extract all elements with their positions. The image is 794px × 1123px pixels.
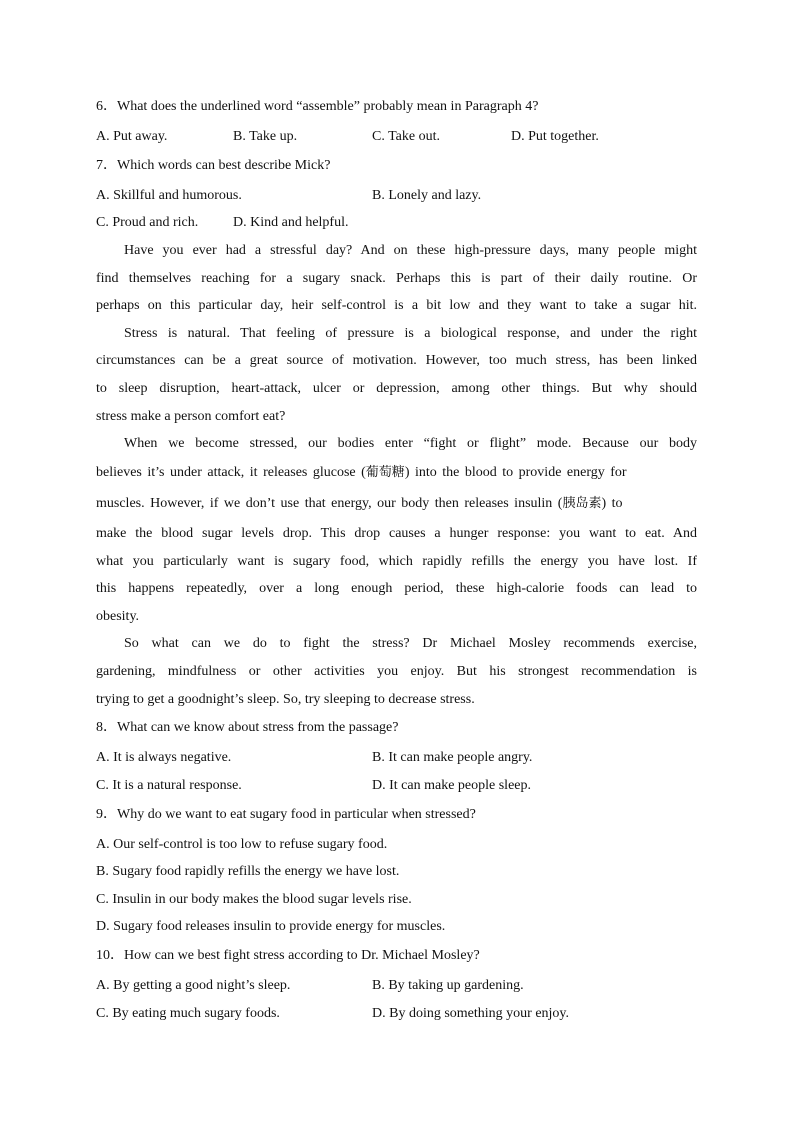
question-8-option-d: D. It can make people sleep.: [372, 778, 531, 793]
question-10-option-d: D. By doing something your enjoy.: [372, 1006, 570, 1021]
question-8-stem: 8．What can we know about stress from the passage?: [96, 720, 399, 735]
question-10-option-b: B. By taking up gardening.: [372, 978, 524, 993]
insulin-chinese-gloss: 胰岛素: [562, 496, 602, 511]
passage-p2-line-4: stress make a person comfort eat?: [96, 409, 286, 424]
glucose-chinese-gloss: 葡萄糖: [365, 465, 405, 480]
passage-p3-line-7: obesity.: [96, 609, 140, 624]
question-9-option-c: C. Insulin in our body makes the blood sugar levels rise.: [96, 892, 412, 907]
question-10-stem: 10．How can we best fight stress according to Dr. Michael Mosley?: [96, 948, 480, 963]
question-7-option-a: A. Skillful and humorous.: [96, 188, 242, 203]
passage-p3-line-4: make the blood sugar levels drop. This drop causes a hunger response: you want to eat. And: [96, 526, 697, 541]
question-7-option-d: D. Kind and helpful.: [233, 215, 349, 230]
passage-p1-line-3: perhaps on this particular day, heir self-control is a bit low and they want to take a sugar hit.: [96, 298, 697, 313]
passage-p2-line-3: to sleep disruption, heart-attack, ulcer or depression, among other things. But why should: [96, 381, 697, 396]
question-6-option-b: B. Take up.: [233, 129, 298, 144]
passage-p1-line-2: find themselves reaching for a sugary snack. Perhaps this is part of their daily routine. Or: [96, 271, 697, 286]
passage-p4-line-2: gardening, mindfulness or other activities you enjoy. But his strongest recommendation is: [96, 664, 697, 679]
question-6-option-d: D. Put together.: [511, 129, 599, 144]
passage-p3-line-5: what you particularly want is sugary food, which rapidly refills the energy you have lost. If: [96, 554, 697, 569]
passage-p3-line-3: [96, 494, 697, 514]
question-8-option-b: B. It can make people angry.: [372, 750, 533, 765]
question-7-option-c: C. Proud and rich.: [96, 215, 199, 230]
question-10-option-c: C. By eating much sugary foods.: [96, 1006, 280, 1021]
question-9-option-b: B. Sugary food rapidly refills the energy we have lost.: [96, 864, 400, 879]
question-6-option-c: C. Take out.: [372, 129, 440, 144]
passage-p3-line-3-b: ) to: [601, 496, 623, 511]
question-9-option-d: D. Sugary food releases insulin to provide energy for muscles.: [96, 919, 446, 934]
passage-p4-line-3: trying to get a goodnight’s sleep. So, try sleeping to decrease stress.: [96, 692, 475, 707]
passage-p3-line-2-a: believes it’s under attack, it releases glucose (: [96, 465, 366, 480]
passage-p1-line-1: Have you ever had a stressful day? And on these high-pressure days, many people might: [124, 243, 697, 258]
passage-p2-line-2: circumstances can be a great source of motivation. However, too much stress, has been linked: [96, 353, 697, 368]
passage-p3-line-2: [96, 463, 697, 483]
question-6-option-a: A. Put away.: [96, 129, 168, 144]
passage-p3-line-2-b: ) into the blood to provide energy for: [404, 465, 627, 480]
question-6-stem: 6．What does the underlined word “assemble” probably mean in Paragraph 4?: [96, 99, 539, 114]
question-8-option-a: A. It is always negative.: [96, 750, 232, 765]
passage-p3-line-1: When we become stressed, our bodies enter “fight or flight” mode. Because our body: [124, 436, 697, 451]
question-8-option-c: C. It is a natural response.: [96, 778, 242, 793]
question-7-stem: 7．Which words can best describe Mick?: [96, 158, 331, 173]
question-9-option-a: A. Our self-control is too low to refuse sugary food.: [96, 837, 388, 852]
passage-p3-line-6: this happens repeatedly, over a long enough period, these high-calorie foods can lead to: [96, 581, 697, 596]
question-7-option-b: B. Lonely and lazy.: [372, 188, 482, 203]
passage-p2-line-1: Stress is natural. That feeling of pressure is a biological response, and under the right: [124, 326, 697, 341]
passage-p4-line-1: So what can we do to fight the stress? Dr Michael Mosley recommends exercise,: [124, 636, 697, 651]
question-9-stem: 9．Why do we want to eat sugary food in particular when stressed?: [96, 807, 476, 822]
passage-p3-line-3-a: muscles. However, if we don’t use that energy, our body then releases insulin (: [96, 496, 563, 511]
question-10-option-a: A. By getting a good night’s sleep.: [96, 978, 291, 993]
